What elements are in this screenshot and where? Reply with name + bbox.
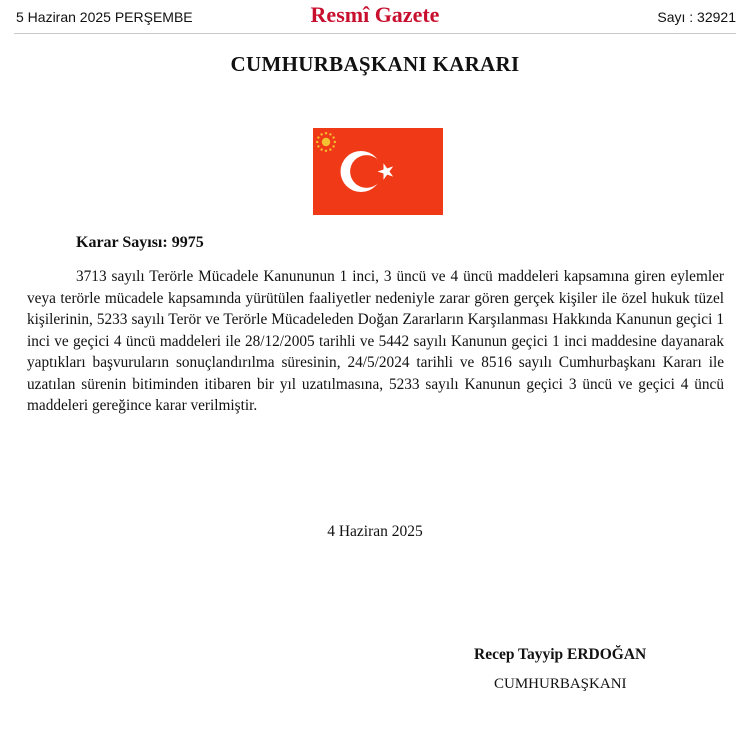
header-divider: [14, 33, 736, 34]
signer-title: CUMHURBAŞKANI: [494, 676, 627, 692]
decision-body-text: 3713 sayılı Terörle Mücadele Kanununun 1 inci, 3 üncü ve 4 üncü maddeleri kapsamına giren eylemler veya terörle mücadele kapsamında yürütülen faaliyetler nedeniyle zarar gören gerçek kişiler ile özel hukuk tüzel kişilerinin, 5233 sayılı Terör ve Terörle Mücadeleden Doğan Zararların Karşılanması Hakkında Kanunun geçici 1 inci ve geçici 4 üncü maddeleri ile 28/12/2005 tarihli ve 5442 sayılı Kanunun geçici 1 inci maddesine dayanarak yaptıkları başvuruların sonuçlandırılma süresinin, 24/5/2024 tarihli ve 8516 sayılı Cumhurbaşkanı Kararı ile uzatılan sürenin bitiminden itibaren bir yıl uzatılmasına, 5233 sayılı Kanunun geçici 3 üncü ve geçici 4 üncü maddeleri gereğince karar verilmiştir.: [27, 268, 724, 414]
decision-number: Karar Sayısı: 9975: [76, 234, 204, 251]
document-title: CUMHURBAŞKANI KARARI: [230, 52, 520, 76]
gazette-header: [0, 0, 750, 36]
gazette-name: Resmî Gazete: [310, 2, 440, 27]
issue-number: Sayı : 32921: [657, 9, 736, 25]
signer-name: Recep Tayyip ERDOĞAN: [474, 646, 647, 663]
turkish-flag-icon: [313, 128, 443, 215]
decision-date: 4 Haziran 2025: [327, 523, 423, 540]
publication-date: 5 Haziran 2025 PERŞEMBE: [16, 9, 193, 25]
